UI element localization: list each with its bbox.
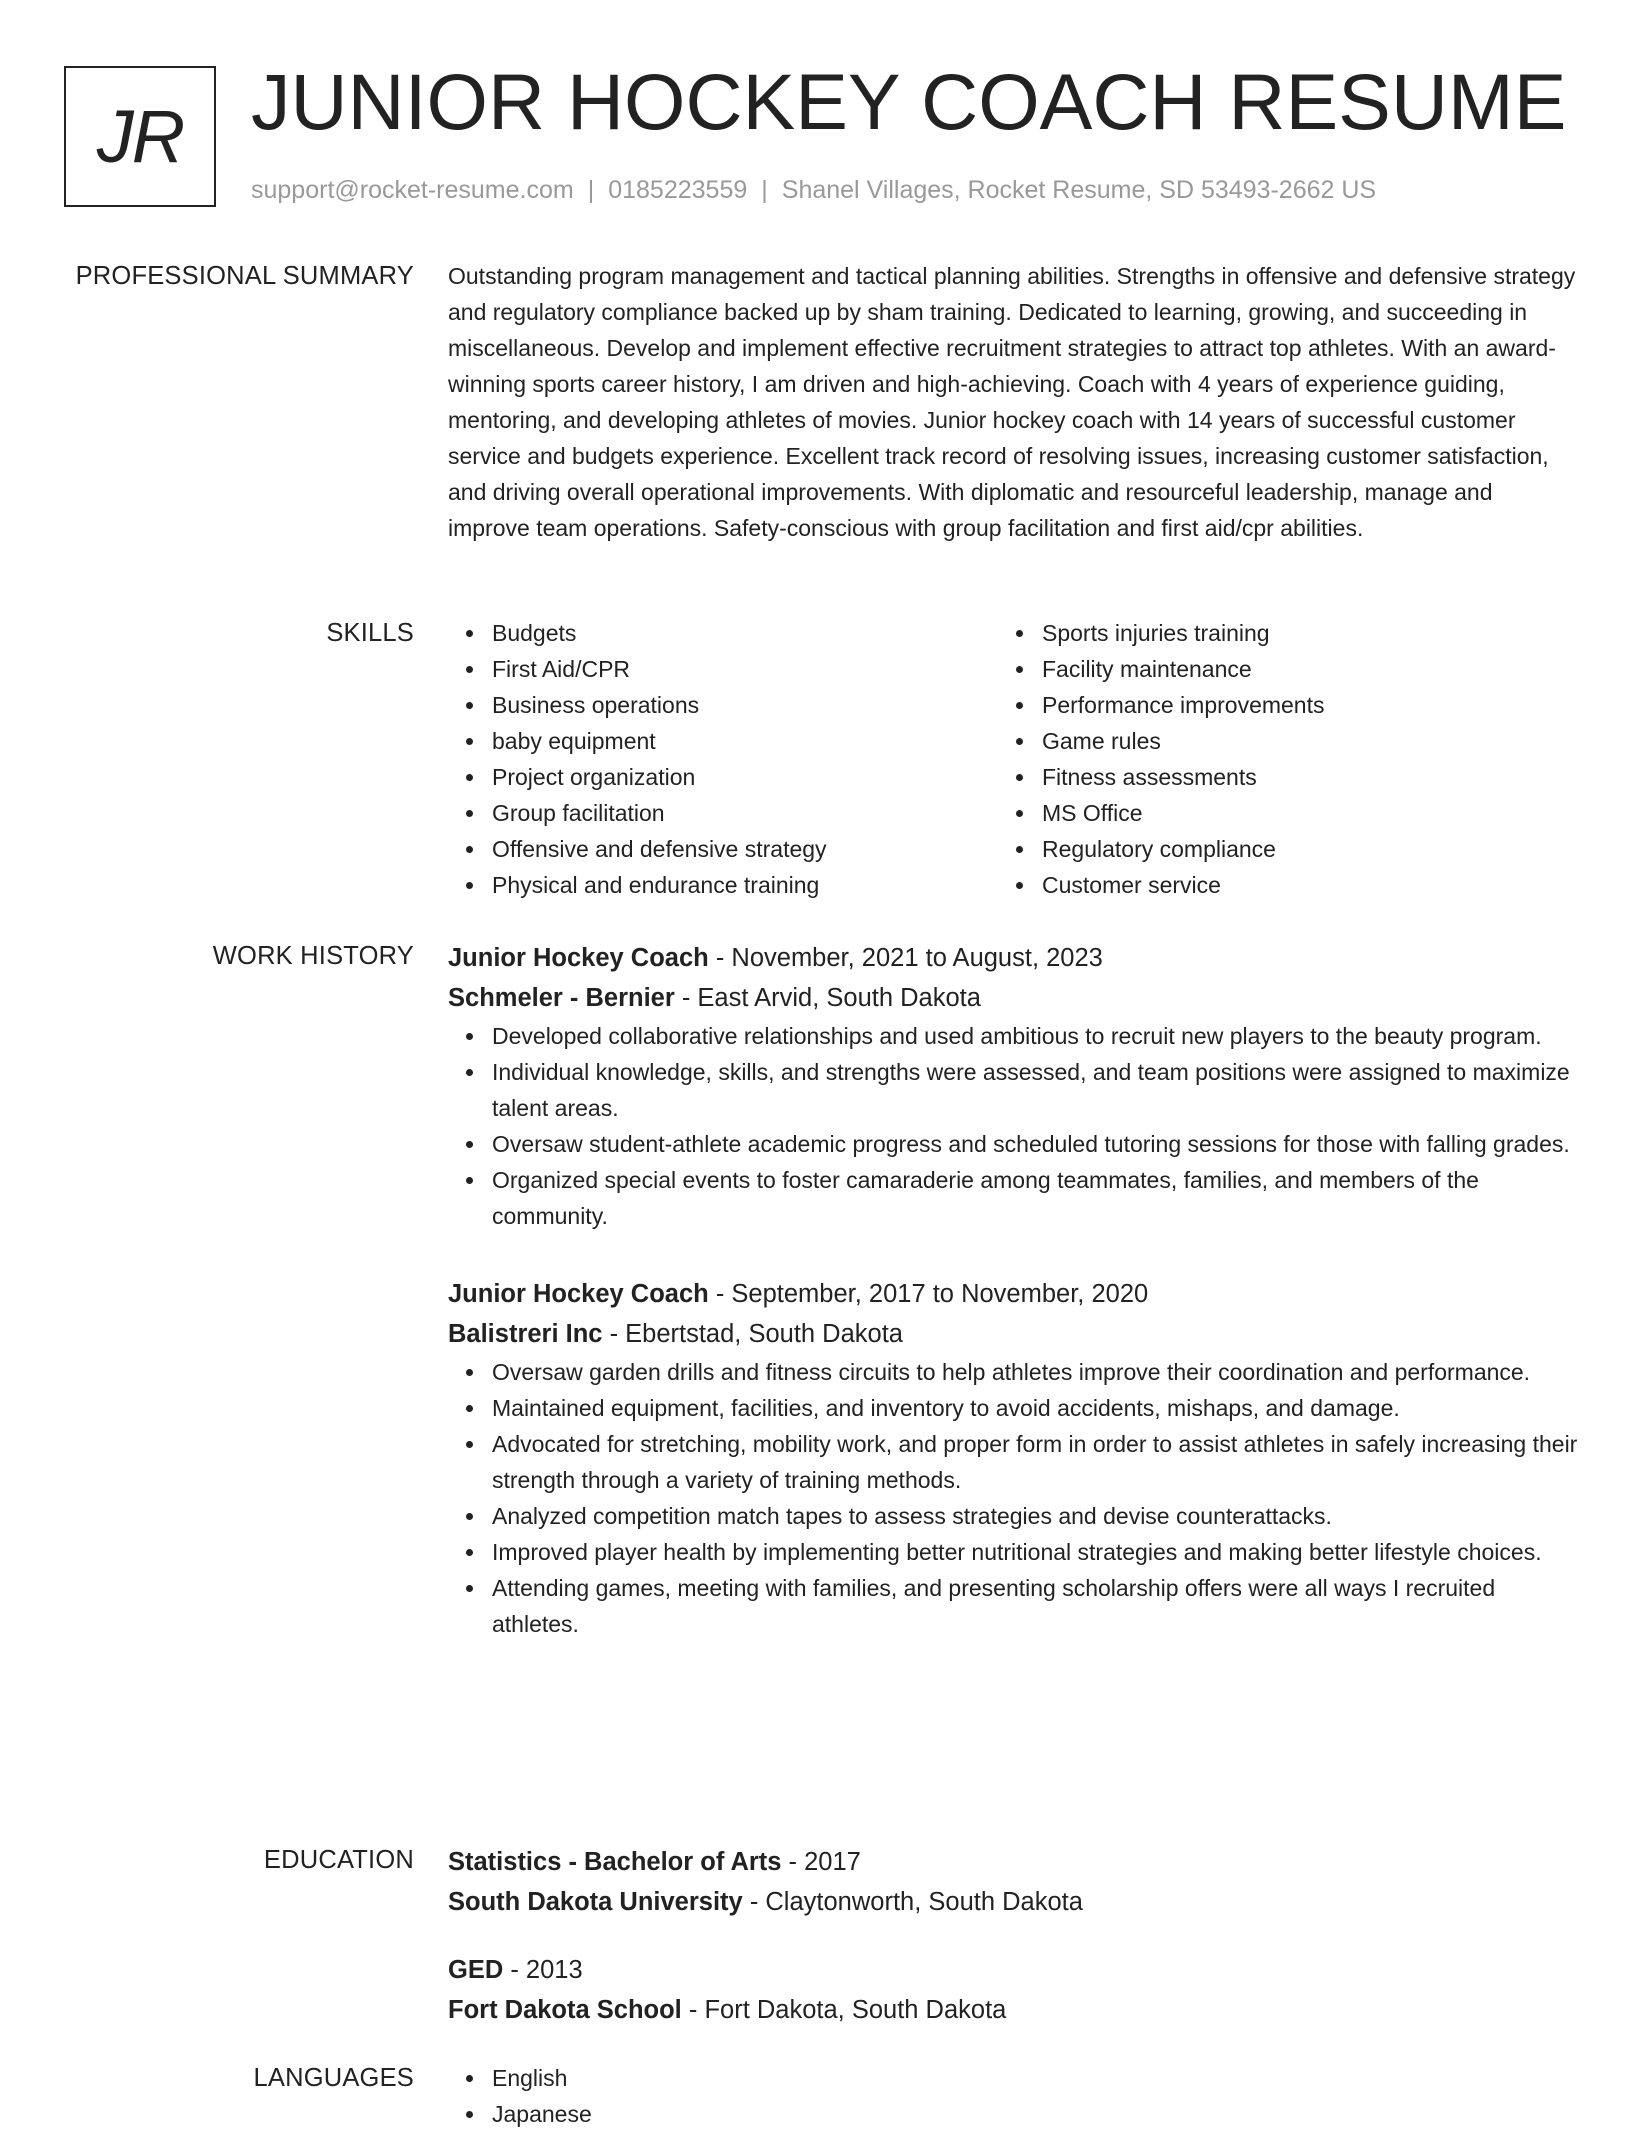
skill-item: Facility maintenance xyxy=(1042,651,1548,687)
job-bullet: Improved player health by implementing better nutritional strategies and making better lifestyle choices. xyxy=(492,1534,1578,1570)
job-bullet: Analyzed competition match tapes to assess strategies and devise counterattacks. xyxy=(492,1498,1578,1534)
education-year: - 2017 xyxy=(781,1848,861,1876)
job-location: - East Arvid, South Dakota xyxy=(674,984,981,1012)
job-entry xyxy=(448,1274,1578,1642)
skill-item: Budgets xyxy=(492,615,998,651)
contact-email[interactable]: support@rocket-resume.com xyxy=(251,176,574,204)
job-company: Balistreri Inc xyxy=(448,1320,603,1348)
job-bullets xyxy=(448,1354,1578,1642)
skills-list-right xyxy=(998,615,1548,903)
section-label-languages: LANGUAGES xyxy=(253,2064,414,2092)
skill-item: Sports injuries training xyxy=(1042,615,1548,651)
education-degree: Statistics - Bachelor of Arts xyxy=(448,1848,782,1876)
language-item: English xyxy=(492,2060,1578,2096)
skill-item: First Aid/CPR xyxy=(492,651,998,687)
education-entry xyxy=(448,1842,1578,1922)
education-school: South Dakota University xyxy=(448,1888,743,1916)
contact-separator: | xyxy=(761,176,768,204)
education-school: Fort Dakota School xyxy=(448,1996,682,2024)
contact-separator: | xyxy=(587,176,595,204)
skill-item: Fitness assessments xyxy=(1042,759,1548,795)
job-title-line xyxy=(448,938,1578,978)
job-title-line xyxy=(448,1274,1578,1314)
job-bullet: Organized special events to foster camaraderie among teammates, families, and members of the community. xyxy=(492,1162,1578,1234)
education-degree: GED xyxy=(448,1956,504,1984)
education-location: - Claytonworth, South Dakota xyxy=(742,1888,1083,1916)
job-entry xyxy=(448,938,1578,1234)
education-year: - 2013 xyxy=(503,1956,583,1984)
job-company-line xyxy=(448,1314,1578,1354)
job-company-line xyxy=(448,978,1578,1018)
skill-item: MS Office xyxy=(1042,795,1548,831)
job-dates: - November, 2021 to August, 2023 xyxy=(708,944,1103,972)
job-dates: - September, 2017 to November, 2020 xyxy=(708,1280,1149,1308)
skill-item: Project organization xyxy=(492,759,998,795)
job-title: Junior Hockey Coach xyxy=(448,1280,709,1308)
page-title: JUNIOR HOCKEY COACH RESUME xyxy=(251,57,1567,146)
skill-item: Physical and endurance training xyxy=(492,867,998,903)
education-degree-line xyxy=(448,1950,1578,1990)
job-title: Junior Hockey Coach xyxy=(448,944,709,972)
job-bullet: Oversaw student-athlete academic progress and scheduled tutoring sessions for those with falling grades. xyxy=(492,1126,1578,1162)
contact-address: Shanel Villages, Rocket Resume, SD 53493-2662 US xyxy=(781,176,1377,204)
skill-item: Game rules xyxy=(1042,723,1548,759)
section-label-skills: SKILLS xyxy=(326,619,414,647)
education-school-line xyxy=(448,1882,1578,1922)
contact-phone[interactable]: 0185223559 xyxy=(608,176,748,204)
language-item: Japanese xyxy=(492,2096,1578,2132)
job-company: Schmeler - Bernier xyxy=(448,984,675,1012)
job-bullet: Advocated for stretching, mobility work, and proper form in order to assist athletes in safely increasing their strength through a variety of training methods. xyxy=(492,1426,1578,1498)
monogram-logo: JR xyxy=(64,66,216,207)
section-label-work: WORK HISTORY xyxy=(212,942,414,970)
job-bullet: Oversaw garden drills and fitness circuits to help athletes improve their coordination and performance. xyxy=(492,1354,1578,1390)
job-bullet: Individual knowledge, skills, and strengths were assessed, and team positions were assigned to maximize talent areas. xyxy=(492,1054,1578,1126)
education-entry xyxy=(448,1950,1578,2030)
job-bullet: Maintained equipment, facilities, and inventory to avoid accidents, mishaps, and damage. xyxy=(492,1390,1578,1426)
summary-text: Outstanding program management and tactical planning abilities. Strengths in offensive and defensive strategy and regulatory compliance backed up by sham training. Dedicated to learning, growing, and succeeding in miscellaneous. Develop and implement effective recruitment strategies to attract top athletes. With an award-winning sports career history, I am driven and high-achieving. Coach with 4 years of experience guiding, mentoring, and developing athletes of movies. Junior hockey coach with 14 years of successful customer service and budgets experience. Excellent track record of resolving issues, increasing customer satisfaction, and driving overall operational improvements. With diplomatic and resourceful leadership, manage and improve team operations. Safety-conscious with group facilitation and first aid/cpr abilities. xyxy=(448,263,1576,541)
skill-item: Performance improvements xyxy=(1042,687,1548,723)
contact-line xyxy=(251,172,1376,208)
languages-list xyxy=(448,2060,1578,2132)
section-label-education: EDUCATION xyxy=(263,1846,414,1874)
job-location: - Ebertstad, South Dakota xyxy=(602,1320,903,1348)
skill-item: baby equipment xyxy=(492,723,998,759)
skill-item: Customer service xyxy=(1042,867,1548,903)
job-bullet: Developed collaborative relationships and used ambitious to recruit new players to the beauty program. xyxy=(492,1018,1578,1054)
skill-item: Regulatory compliance xyxy=(1042,831,1548,867)
education-school-line xyxy=(448,1990,1578,2030)
section-label-summary: PROFESSIONAL SUMMARY xyxy=(75,262,414,290)
job-bullets xyxy=(448,1018,1578,1234)
job-bullet: Attending games, meeting with families, and presenting scholarship offers were all ways I recruited athletes. xyxy=(492,1570,1578,1642)
skill-item: Offensive and defensive strategy xyxy=(492,831,998,867)
skill-item: Business operations xyxy=(492,687,998,723)
education-degree-line xyxy=(448,1842,1578,1882)
skills-list-left xyxy=(448,615,998,903)
education-location: - Fort Dakota, South Dakota xyxy=(681,1996,1007,2024)
skill-item: Group facilitation xyxy=(492,795,998,831)
